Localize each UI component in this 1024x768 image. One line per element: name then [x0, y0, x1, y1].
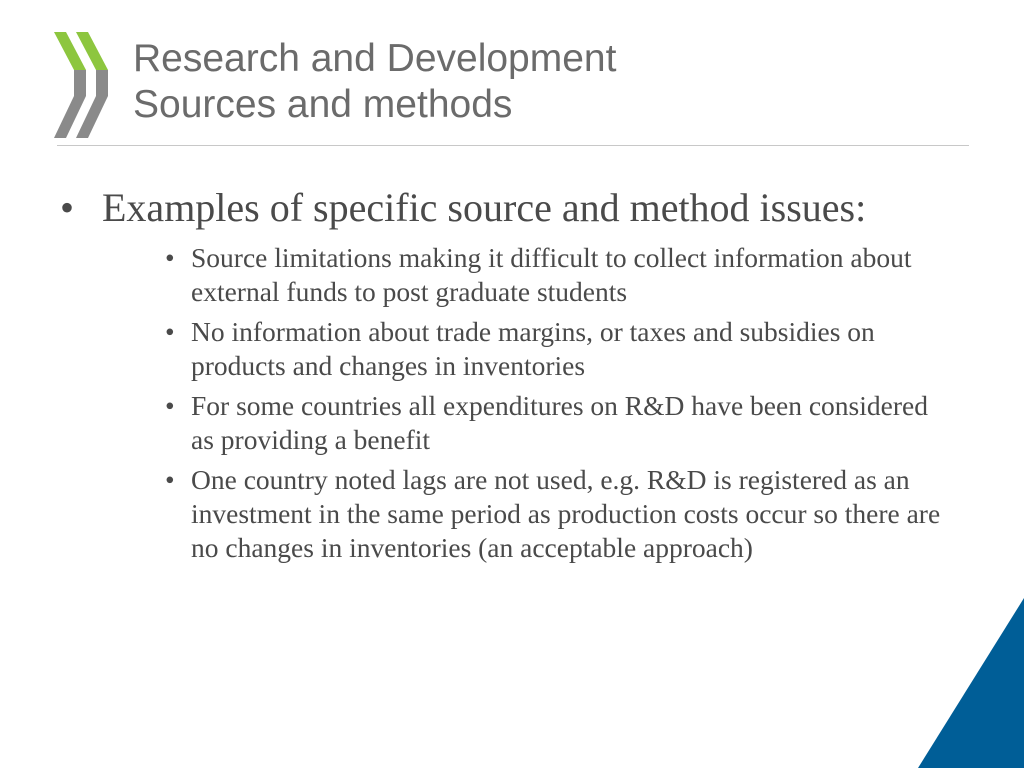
slide-title [133, 36, 616, 128]
sub-bullet-item [165, 463, 951, 565]
title-divider [57, 145, 969, 146]
sub-bullet-text: One country noted lags are not used, e.g. R&D is registered as an investment in the same period as production costs occur so there are no changes in inventories (an acceptable approach) [191, 464, 941, 563]
bullet-glyph: • [60, 185, 75, 230]
bullet-glyph: • [165, 242, 175, 273]
title-line-1: Research and Development [133, 37, 617, 80]
sub-bullet-item [165, 241, 951, 309]
sub-bullet-item [165, 315, 951, 383]
sub-bullet-text: For some countries all expenditures on R&D have been considered as providing a benefit [191, 390, 928, 455]
bullet-glyph: • [165, 390, 175, 421]
logo-gray-mid-2 [96, 70, 108, 96]
oecd-logo-icon [52, 30, 110, 140]
sub-bullet-text: Source limitations making it difficult to collect information about external funds to post graduate students [191, 242, 912, 307]
slide-body [60, 186, 960, 571]
bullet-glyph: • [165, 316, 175, 347]
sub-bullet-text: No information about trade margins, or taxes and subsidies on products and changes in inventories [191, 316, 875, 381]
corner-triangle-decoration [900, 590, 1024, 768]
main-bullet-text: Examples of specific source and method issues: [102, 185, 867, 230]
sub-bullet-item [165, 389, 951, 457]
logo-gray-mid [74, 70, 86, 96]
main-bullet [60, 186, 960, 229]
bullet-glyph: • [165, 464, 175, 495]
title-line-2: Sources and methods [133, 83, 513, 126]
sub-bullet-list [60, 241, 960, 565]
